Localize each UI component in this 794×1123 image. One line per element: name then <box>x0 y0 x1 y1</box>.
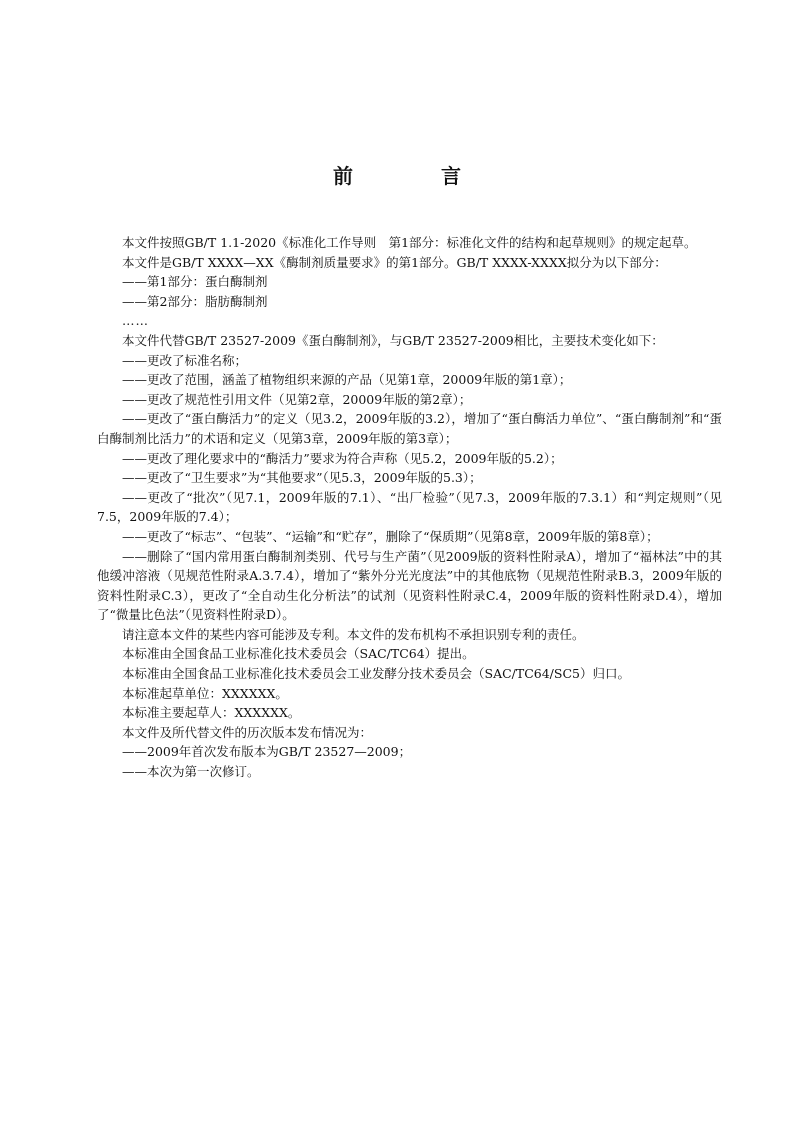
change-item-enzyme-activity: ——更改了理化要求中的“酶活力”要求为符合声称（见5.2，2009年版的5.2）； <box>122 450 563 466</box>
change-item-scope: ——更改了范围，涵盖了植物组织来源的产品（见第1章，20009年版的第1章）； <box>122 372 572 388</box>
history-item-2009: ——2009年首次发布版本为GB/T 23527—2009； <box>122 744 412 760</box>
paragraph-drafting-unit: 本标准起草单位：XXXXXX。 <box>122 685 288 701</box>
change-item-references: ——更改了规范性引用文件（见第2章，20009年版的第2章）； <box>122 391 472 407</box>
change-item-other-requirements: ——更改了“卫生要求”为“其他要求”（见5.3，2009年版的5.3）； <box>122 470 482 486</box>
change-item-annexes: ——删除了“国内常用蛋白酶制剂类别、代号与生产菌”（见2009版的资料性附录A），增加了“福林法”中的其他缓冲溶液（见规范性附录A.3.7.4），增加了“紫外分光光度法”中的其他底物（见规范性附录B.3，2009年版的资料性附录C.3），更改了“全自动生化分析法”的试剂（见资料性附录C.4，2009年版的资料性附录D.4），增加了“微量比色法”（见资料性附录D）。 <box>97 548 722 623</box>
paragraph-drafters: 本标准主要起草人：XXXXXX。 <box>122 705 301 721</box>
page-title: 前 言 <box>333 164 495 188</box>
change-item-marking-packaging: ——更改了“标志”、“包装”、“运输”和“贮存”，删除了“保质期”（见第8章，2009年版的第8章）； <box>122 528 659 544</box>
paragraph-replacement: 本文件代替GB/T 23527-2009《蛋白酶制剂》，与GB/T 23527-2009相比，主要技术变化如下： <box>122 332 664 348</box>
change-item-batch-inspection: ——更改了“批次”（见7.1，2009年版的7.1）、“出厂检验”（见7.3，2009年版的7.3.1）和“判定规则”（见7.5，2009年版的7.4）； <box>97 489 722 525</box>
paragraph-administered-by: 本标准由全国食品工业标准化技术委员会工业发酵分技术委员会（SAC/TC64/SC5）归口。 <box>122 666 630 682</box>
list-item-part-2: ——第2部分：脂肪酶制剂 <box>122 293 268 309</box>
list-item-part-1: ——第1部分：蛋白酶制剂 <box>122 274 268 290</box>
foreword-body <box>97 233 722 782</box>
history-item-revision: ——本次为第一次修订。 <box>122 764 260 780</box>
list-ellipsis: …… <box>122 313 149 329</box>
change-item-title: ——更改了标准名称； <box>122 352 248 368</box>
change-item-definitions: ——更改了“蛋白酶活力”的定义（见3.2，2009年版的3.2），增加了“蛋白酶活力单位”、“蛋白酶制剂”和“蛋白酶制剂比活力”的术语和定义（见第3章，2009年版的第3章）； <box>97 411 722 446</box>
paragraph-part-structure: 本文件是GB/T XXXX—XX《酶制剂质量要求》的第1部分。GB/T XXXX-XXXX拟分为以下部分： <box>122 254 667 270</box>
paragraph-history-intro: 本文件及所代替文件的历次版本发布情况为： <box>122 724 373 740</box>
paragraph-proposed-by: 本标准由全国食品工业标准化技术委员会（SAC/TC64）提出。 <box>122 646 475 662</box>
paragraph-drafting-rules: 本文件按照GB/T 1.1-2020《标准化工作导则 第1部分：标准化文件的结构和起草规则》的规定起草。 <box>122 235 697 250</box>
paragraph-patent-notice: 请注意本文件的某些内容可能涉及专利。本文件的发布机构不承担识别专利的责任。 <box>122 626 585 642</box>
